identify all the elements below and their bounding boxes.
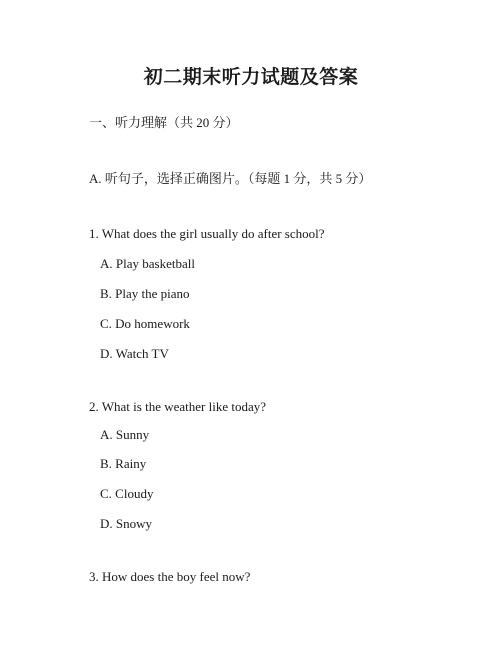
question-1-option-c: C. Do homework (100, 316, 190, 331)
question-2-option-a: A. Sunny (100, 427, 150, 442)
part-heading: A. 听句子，选择正确图片。（每题 1 分，共 5 分） (89, 171, 372, 186)
question-1: 1. What does the girl usually do after school? (89, 226, 325, 241)
question-1-option-a: A. Play basketball (100, 256, 195, 271)
question-2-option-b: B. Rainy (100, 456, 147, 471)
question-1-option-b: B. Play the piano (100, 286, 190, 301)
page-title: 初二期末听力试题及答案 (143, 67, 359, 88)
question-1-option-d: D. Watch TV (100, 346, 169, 361)
question-2-option-c: C. Cloudy (100, 486, 154, 501)
section-heading: 一、听力理解（共 20 分） (89, 115, 239, 130)
question-3: 3. How does the boy feel now? (89, 569, 251, 584)
question-2-option-d: D. Snowy (100, 516, 153, 531)
question-2: 2. What is the weather like today? (89, 399, 267, 414)
